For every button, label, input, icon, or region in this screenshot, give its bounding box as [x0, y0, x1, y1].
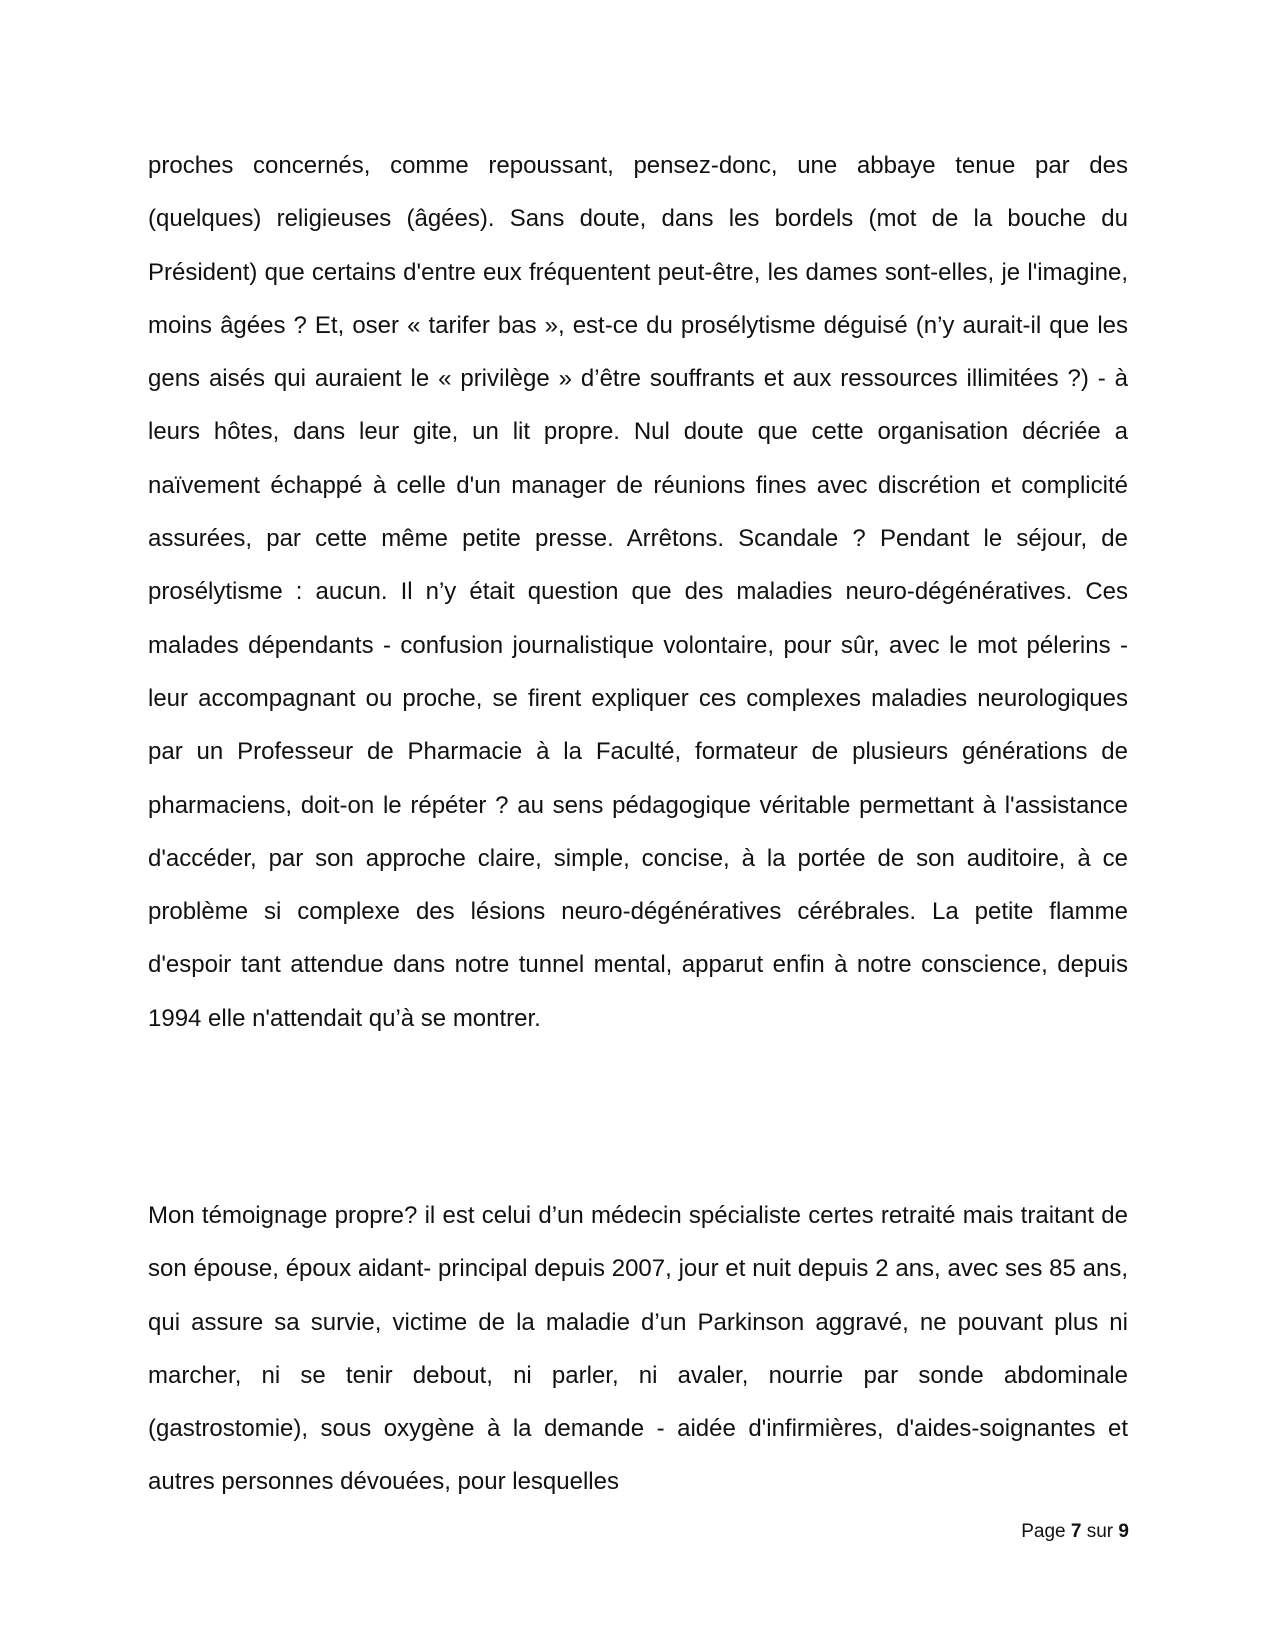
- footer-prefix: Page: [1021, 1521, 1066, 1542]
- page-number-footer: [1021, 1520, 1129, 1544]
- current-page-number: 7: [1070, 1521, 1082, 1542]
- body-paragraph: Mon témoignage propre? il est celui d’un médecin spécialiste certes retraité mais traitant de son épouse, époux aidant- principal depuis 2007, jour et nuit depuis 2 ans, avec ses 85 ans, qui assure sa survie, victime de la maladie d’un Parkinson aggravé, ne pouvant plus ni marcher, ni se tenir debout, ni parler, ni avaler, nourrie par sonde abdominale (gastrostomie), sous oxygène à la demande - aidée d'infirmières, d'aides-soignantes et autres personnes dévouées, pour lesquelles: [148, 1202, 1128, 1496]
- total-page-count: 9: [1118, 1521, 1129, 1542]
- footer-separator: sur: [1086, 1521, 1114, 1542]
- body-paragraph: proches concernés, comme repoussant, pensez-donc, une abbaye tenue par des (quelques) religieuses (âgées). Sans doute, dans les bordels (mot de la bouche du Président) que certains d'entre eux fréquentent peut-être, les dames sont-elles, je l'imagine, moins âgées ? Et, oser « tarifer bas », est-ce du prosélytisme déguisé (n’y aurait-il que les gens aisés qui auraient le « privilège » d’être souffrants et aux ressources illimitées ?) - à leurs hôtes, dans leur gite, un lit propre. Nul doute que cette organisation décriée a naïvement échappé à celle d'un manager de réunions fines avec discrétion et complicité assurées, par cette même petite presse. Arrêtons. Scandale ? Pendant le séjour, de prosélytisme : aucun. Il n’y était question que des maladies neuro-dégénératives. Ces malades dépendants - confusion journalistique volontaire, pour sûr, avec le mot pélerins - leur accompagnant ou proche, se firent expliquer ces complexes maladies neurologiques par un Professeur de Pharmacie à la Faculté, formateur de plusieurs générations de pharmaciens, doit-on le répéter ? au sens pédagogique véritable permettant à l'assistance d'accéder, par son approche claire, simple, concise, à la portée de son auditoire, à ce problème si complexe des lésions neuro-dégénératives cérébrales. La petite flamme d'espoir tant attendue dans notre tunnel mental, apparut enfin à notre conscience, depuis 1994 elle n'attendait qu’à se montrer.: [148, 152, 1128, 1032]
